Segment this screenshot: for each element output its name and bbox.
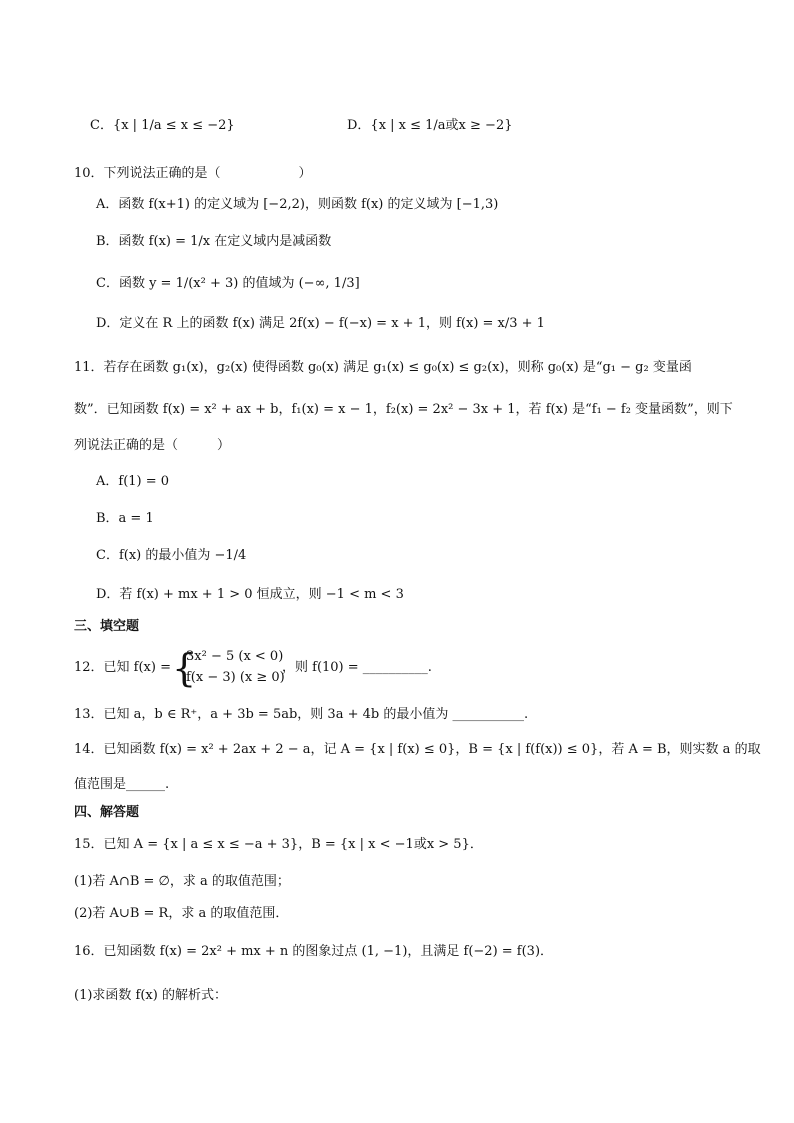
- q11-option-b: B．a = 1: [96, 511, 154, 526]
- q11-line-2: 数”．已知函数 f(x) = x² + ax + b，f₁(x) = x − 1，f₂(x) = 2x² − 3x + 1，若 f(x) 是“f₁ − f₂ 变量函数”，则下: [74, 402, 733, 417]
- q12-suffix: ，则 f(10) = __________.: [282, 660, 432, 675]
- q16-stem: 16．已知函数 f(x) = 2x² + mx + n 的图象过点 (1, −1)，且满足 f(−2) = f(3)．: [74, 944, 554, 959]
- q9-option-d: D．{x | x ≤ 1/a或x ≥ −2}: [347, 118, 513, 133]
- q12-prefix: 12．已知 f(x) =: [74, 660, 171, 675]
- q12-case-1: 3x² − 5 (x < 0): [186, 649, 284, 664]
- q12-case-2: f(x − 3) (x ≥ 0): [186, 670, 285, 685]
- q11-option-a: A．f(1) = 0: [96, 474, 170, 489]
- q15-stem: 15．已知 A = {x | a ≤ x ≤ −a + 3}，B = {x | x < −1或x > 5}．: [74, 837, 483, 852]
- q11-option-c: C．f(x) 的最小值为 −1/4: [96, 548, 247, 563]
- q15-part-2: (2)若 A∪B = R，求 a 的取值范围．: [74, 906, 289, 921]
- q9-option-c: C．{x | 1/a ≤ x ≤ −2}: [90, 118, 235, 133]
- question-13: 13．已知 a，b ∈ R⁺，a + 3b = 5ab，则 3a + 4b 的最小值为 ___________.: [74, 707, 529, 722]
- q10-option-b: B．函数 f(x) = 1/x 在定义域内是减函数: [96, 234, 332, 249]
- q14-line-2: 值范围是______.: [74, 777, 170, 792]
- section-fill-in-heading: 三、填空题: [74, 619, 140, 634]
- q12-brace: {: [172, 646, 197, 690]
- q11-option-d: D．若 f(x) + mx + 1 > 0 恒成立，则 −1 < m < 3: [96, 587, 404, 602]
- q11-line-3: 列说法正确的是（ ）: [74, 438, 231, 453]
- q16-part-1: (1)求函数 f(x) 的解析式：: [74, 988, 227, 1003]
- section-solutions-heading: 四、解答题: [74, 805, 140, 820]
- q10-stem: 10．下列说法正确的是（ ）: [74, 166, 312, 181]
- q11-line-1: 11．若存在函数 g₁(x)，g₂(x) 使得函数 g₀(x) 满足 g₁(x) ≤ g₀(x) ≤ g₂(x)，则称 g₀(x) 是“g₁ − g₂ 变量函: [74, 360, 692, 375]
- q10-option-c: C．函数 y = 1/(x² + 3) 的值域为 (−∞, 1/3]: [96, 276, 360, 291]
- q10-option-d: D．定义在 R 上的函数 f(x) 满足 2f(x) − f(−x) = x + 1，则 f(x) = x/3 + 1: [96, 316, 545, 331]
- q14-line-1: 14．已知函数 f(x) = x² + 2ax + 2 − a，记 A = {x | f(x) ≤ 0}，B = {x | f(f(x)) ≤ 0}，若 A = B，则实数 a 的取: [74, 742, 761, 757]
- q10-option-a: A．函数 f(x+1) 的定义域为 [−2,2)，则函数 f(x) 的定义域为 [−1,3): [96, 197, 499, 212]
- q15-part-1: (1)若 A∩B = ∅，求 a 的取值范围；: [74, 874, 290, 889]
